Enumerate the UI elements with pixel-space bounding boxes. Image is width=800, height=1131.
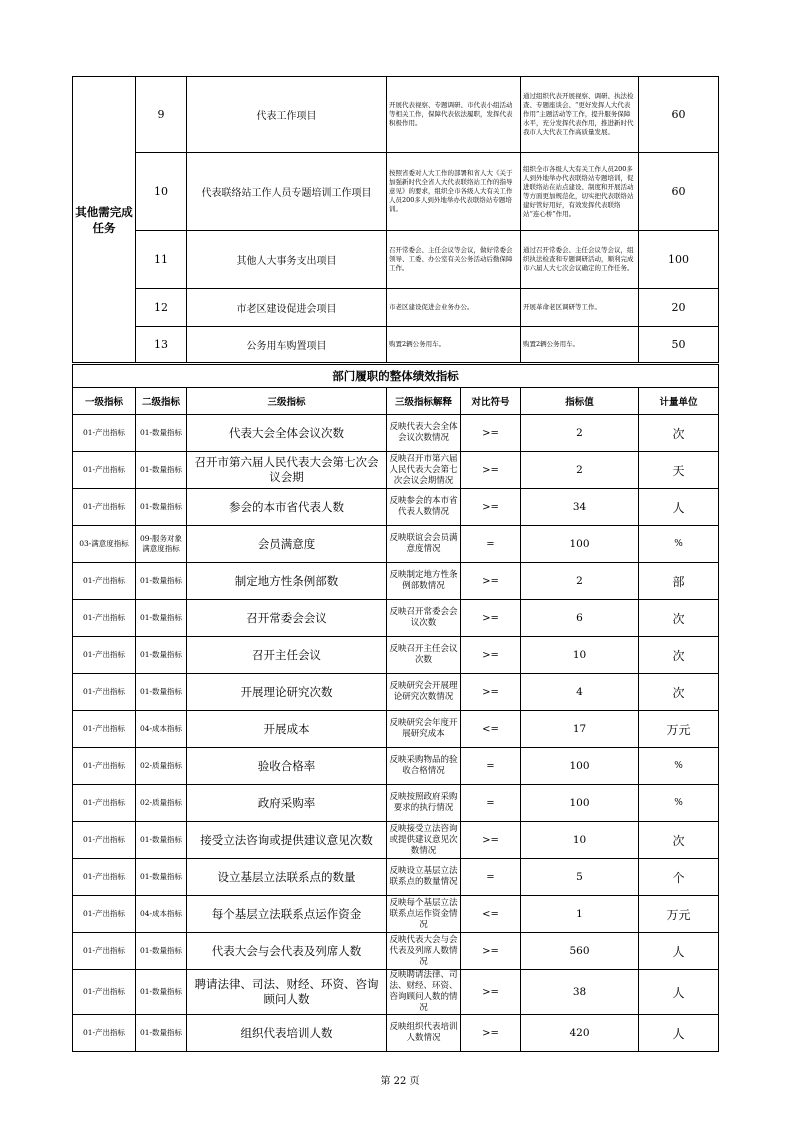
indicator-row bbox=[73, 1015, 719, 1052]
indicator-level1: 01-产出指标 bbox=[73, 711, 136, 748]
indicator-value: 4 bbox=[521, 674, 639, 711]
indicator-comparison: >= bbox=[461, 822, 521, 859]
task-goal: 购置2辆公务用车。 bbox=[521, 327, 639, 363]
indicator-level2: 04-成本指标 bbox=[136, 896, 187, 933]
indicator-row bbox=[73, 822, 719, 859]
task-content: 按照省委对人大工作的部署和省人大《关于加强新时代全省人大代表联络站工作的指导意见》的要求，组织全市各级人大有关工作人员200多人到外地举办代表联络站专题培训。 bbox=[387, 153, 521, 231]
indicator-level1: 01-产出指标 bbox=[73, 748, 136, 785]
task-content: 购置2辆公务用车。 bbox=[387, 327, 521, 363]
indicator-comparison: = bbox=[461, 785, 521, 822]
indicator-level2: 04-成本指标 bbox=[136, 711, 187, 748]
indicator-row bbox=[73, 563, 719, 600]
header-unit: 计量单位 bbox=[639, 388, 719, 415]
indicator-unit: 人 bbox=[639, 970, 719, 1015]
indicator-comparison: >= bbox=[461, 970, 521, 1015]
indicator-level1: 03-满意度指标 bbox=[73, 526, 136, 563]
indicator-level1: 01-产出指标 bbox=[73, 600, 136, 637]
indicator-level3: 政府采购率 bbox=[187, 785, 387, 822]
indicator-unit: 次 bbox=[639, 637, 719, 674]
indicator-level1: 01-产出指标 bbox=[73, 415, 136, 452]
indicator-level3: 制定地方性条例部数 bbox=[187, 563, 387, 600]
indicator-level1: 01-产出指标 bbox=[73, 822, 136, 859]
indicator-unit: 天 bbox=[639, 452, 719, 489]
indicator-value: 100 bbox=[521, 785, 639, 822]
task-number: 10 bbox=[136, 153, 187, 231]
indicator-level2: 01-数量指标 bbox=[136, 415, 187, 452]
indicator-value: 100 bbox=[521, 526, 639, 563]
indicator-comparison: >= bbox=[461, 415, 521, 452]
indicator-explanation: 反映聘请法律、司法、财经、环资、咨询顾问人数的情况 bbox=[387, 970, 461, 1015]
header-comparison-symbol: 对比符号 bbox=[461, 388, 521, 415]
task-row bbox=[73, 153, 719, 231]
task-project-name: 代表工作项目 bbox=[187, 77, 387, 153]
task-table bbox=[72, 76, 719, 363]
indicator-comparison: >= bbox=[461, 933, 521, 970]
indicator-unit: 部 bbox=[639, 563, 719, 600]
indicator-level2: 01-数量指标 bbox=[136, 933, 187, 970]
indicator-row bbox=[73, 711, 719, 748]
indicator-row bbox=[73, 415, 719, 452]
indicator-unit: % bbox=[639, 526, 719, 563]
indicator-row bbox=[73, 674, 719, 711]
task-content: 召开常委会、主任会议等会议，做好常委会领导、工委、办公室有关公务活动后勤保障工作。 bbox=[387, 231, 521, 289]
indicator-level1: 01-产出指标 bbox=[73, 933, 136, 970]
indicator-level3: 设立基层立法联系点的数量 bbox=[187, 859, 387, 896]
indicator-value: 560 bbox=[521, 933, 639, 970]
indicator-level3: 开展理论研究次数 bbox=[187, 674, 387, 711]
indicator-value: 1 bbox=[521, 896, 639, 933]
indicator-row bbox=[73, 785, 719, 822]
indicator-row bbox=[73, 859, 719, 896]
indicator-row bbox=[73, 896, 719, 933]
indicator-row bbox=[73, 489, 719, 526]
indicator-explanation: 反映召开市第六届人民代表大会第七次会议会期情况 bbox=[387, 452, 461, 489]
indicator-explanation: 反映研究会年度开展研究成本 bbox=[387, 711, 461, 748]
indicator-unit: 人 bbox=[639, 489, 719, 526]
indicator-comparison: >= bbox=[461, 452, 521, 489]
indicator-explanation: 反映代表大会与会代表及列席人数情况 bbox=[387, 933, 461, 970]
performance-title-row bbox=[73, 365, 719, 388]
indicator-explanation: 反映代表大会全体会议次数情况 bbox=[387, 415, 461, 452]
indicator-unit: 人 bbox=[639, 933, 719, 970]
task-group-label: 其他需完成任务 bbox=[73, 77, 136, 363]
indicator-value: 100 bbox=[521, 748, 639, 785]
indicator-comparison: >= bbox=[461, 600, 521, 637]
indicator-level3: 代表大会与会代表及列席人数 bbox=[187, 933, 387, 970]
indicator-comparison: <= bbox=[461, 711, 521, 748]
indicator-unit: 次 bbox=[639, 600, 719, 637]
indicator-explanation: 反映每个基层立法联系点运作资金情况 bbox=[387, 896, 461, 933]
performance-header-row bbox=[73, 388, 719, 415]
task-project-name: 代表联络站工作人员专题培训工作项目 bbox=[187, 153, 387, 231]
task-content: 开展代表视察、专题调研、市代表小组活动等相关工作，保障代表依法履职，发挥代表积极作用。 bbox=[387, 77, 521, 153]
indicator-level2: 01-数量指标 bbox=[136, 822, 187, 859]
indicator-explanation: 反映组织代表培训人数情况 bbox=[387, 1015, 461, 1052]
indicator-level2: 01-数量指标 bbox=[136, 1015, 187, 1052]
indicator-explanation: 反映研究会开展理论研究次数情况 bbox=[387, 674, 461, 711]
indicator-unit: 次 bbox=[639, 822, 719, 859]
indicator-row bbox=[73, 452, 719, 489]
header-level2: 二级指标 bbox=[136, 388, 187, 415]
indicator-level2: 02-质量指标 bbox=[136, 748, 187, 785]
task-amount: 20 bbox=[639, 289, 719, 327]
header-level3-explanation: 三级指标解释 bbox=[387, 388, 461, 415]
task-number: 13 bbox=[136, 327, 187, 363]
indicator-level2: 01-数量指标 bbox=[136, 600, 187, 637]
indicator-level3: 接受立法咨询或提供建议意见次数 bbox=[187, 822, 387, 859]
indicator-level2: 01-数量指标 bbox=[136, 859, 187, 896]
indicator-value: 34 bbox=[521, 489, 639, 526]
task-goal: 通过组织代表开展视察、调研、执法检查、专题座谈会、“更好发挥人大代表作用”主题活动等工作，提升服务保障水平，充分发挥代表作用，推进新时代我市人大代表工作高质量发展。 bbox=[521, 77, 639, 153]
indicator-row bbox=[73, 637, 719, 674]
indicator-unit: % bbox=[639, 748, 719, 785]
indicator-unit: 个 bbox=[639, 859, 719, 896]
indicator-level2: 09-服务对象满意度指标 bbox=[136, 526, 187, 563]
indicator-comparison: <= bbox=[461, 896, 521, 933]
indicator-level1: 01-产出指标 bbox=[73, 489, 136, 526]
header-level1: 一级指标 bbox=[73, 388, 136, 415]
header-indicator-value: 指标值 bbox=[521, 388, 639, 415]
indicator-level1: 01-产出指标 bbox=[73, 674, 136, 711]
indicator-explanation: 反映参会的本市省代表人数情况 bbox=[387, 489, 461, 526]
indicator-value: 420 bbox=[521, 1015, 639, 1052]
indicator-level3: 参会的本市省代表人数 bbox=[187, 489, 387, 526]
indicator-comparison: >= bbox=[461, 563, 521, 600]
indicator-explanation: 反映联谊会会员满意度情况 bbox=[387, 526, 461, 563]
indicator-value: 6 bbox=[521, 600, 639, 637]
indicator-row bbox=[73, 970, 719, 1015]
indicator-level2: 01-数量指标 bbox=[136, 637, 187, 674]
indicator-comparison: >= bbox=[461, 674, 521, 711]
indicator-level3: 召开主任会议 bbox=[187, 637, 387, 674]
indicator-unit: 万元 bbox=[639, 896, 719, 933]
indicator-unit: % bbox=[639, 785, 719, 822]
indicator-row bbox=[73, 748, 719, 785]
indicator-level3: 验收合格率 bbox=[187, 748, 387, 785]
task-number: 11 bbox=[136, 231, 187, 289]
indicator-level1: 01-产出指标 bbox=[73, 896, 136, 933]
indicator-level2: 02-质量指标 bbox=[136, 785, 187, 822]
indicator-unit: 人 bbox=[639, 1015, 719, 1052]
indicator-level2: 01-数量指标 bbox=[136, 489, 187, 526]
indicator-level1: 01-产出指标 bbox=[73, 563, 136, 600]
indicator-value: 2 bbox=[521, 415, 639, 452]
task-row bbox=[73, 289, 719, 327]
indicator-comparison: = bbox=[461, 748, 521, 785]
indicator-unit: 万元 bbox=[639, 711, 719, 748]
task-number: 12 bbox=[136, 289, 187, 327]
indicator-level1: 01-产出指标 bbox=[73, 785, 136, 822]
indicator-value: 17 bbox=[521, 711, 639, 748]
indicator-level3: 组织代表培训人数 bbox=[187, 1015, 387, 1052]
indicator-level3: 会员满意度 bbox=[187, 526, 387, 563]
indicator-explanation: 反映制定地方性条例部数情况 bbox=[387, 563, 461, 600]
task-amount: 100 bbox=[639, 231, 719, 289]
header-level3: 三级指标 bbox=[187, 388, 387, 415]
task-project-name: 其他人大事务支出项目 bbox=[187, 231, 387, 289]
indicator-comparison: >= bbox=[461, 1015, 521, 1052]
task-goal: 开展革命老区调研等工作。 bbox=[521, 289, 639, 327]
task-number: 9 bbox=[136, 77, 187, 153]
indicator-comparison: = bbox=[461, 859, 521, 896]
task-project-name: 公务用车购置项目 bbox=[187, 327, 387, 363]
indicator-level1: 01-产出指标 bbox=[73, 1015, 136, 1052]
indicator-level2: 01-数量指标 bbox=[136, 452, 187, 489]
page-number: 第 22 页 bbox=[380, 1076, 420, 1087]
indicator-level2: 01-数量指标 bbox=[136, 970, 187, 1015]
performance-title: 部门履职的整体绩效指标 bbox=[73, 365, 719, 388]
indicator-level1: 01-产出指标 bbox=[73, 970, 136, 1015]
indicator-comparison: >= bbox=[461, 489, 521, 526]
indicator-explanation: 反映召开常委会会议次数 bbox=[387, 600, 461, 637]
indicator-level3: 每个基层立法联系点运作资金 bbox=[187, 896, 387, 933]
indicator-explanation: 反映召开主任会议次数 bbox=[387, 637, 461, 674]
indicator-value: 10 bbox=[521, 822, 639, 859]
indicator-level3: 召开常委会会议 bbox=[187, 600, 387, 637]
task-content: 市老区建设促进会业务办公。 bbox=[387, 289, 521, 327]
performance-table bbox=[72, 364, 719, 1052]
indicator-level3: 代表大会全体会议次数 bbox=[187, 415, 387, 452]
task-row bbox=[73, 77, 719, 153]
task-project-name: 市老区建设促进会项目 bbox=[187, 289, 387, 327]
indicator-row bbox=[73, 526, 719, 563]
indicator-value: 2 bbox=[521, 452, 639, 489]
indicator-level3: 聘请法律、司法、财经、环资、咨询顾问人数 bbox=[187, 970, 387, 1015]
task-goal: 通过召开常委会、主任会议等会议，组织执法检查和专题调研活动，顺利完成市六届人大七次会议确定的工作任务。 bbox=[521, 231, 639, 289]
indicator-row bbox=[73, 600, 719, 637]
task-row bbox=[73, 327, 719, 363]
indicator-row bbox=[73, 933, 719, 970]
indicator-value: 2 bbox=[521, 563, 639, 600]
indicator-level2: 01-数量指标 bbox=[136, 674, 187, 711]
task-amount: 60 bbox=[639, 153, 719, 231]
indicator-explanation: 反映采购物品的验收合格情况 bbox=[387, 748, 461, 785]
indicator-explanation: 反映按照政府采购要求的执行情况 bbox=[387, 785, 461, 822]
indicator-comparison: >= bbox=[461, 637, 521, 674]
indicator-value: 10 bbox=[521, 637, 639, 674]
task-amount: 50 bbox=[639, 327, 719, 363]
indicator-level1: 01-产出指标 bbox=[73, 452, 136, 489]
indicator-value: 38 bbox=[521, 970, 639, 1015]
indicator-level1: 01-产出指标 bbox=[73, 637, 136, 674]
indicator-level2: 01-数量指标 bbox=[136, 563, 187, 600]
task-amount: 60 bbox=[639, 77, 719, 153]
indicator-unit: 次 bbox=[639, 674, 719, 711]
indicator-level3: 召开市第六届人民代表大会第七次会议会期 bbox=[187, 452, 387, 489]
task-row bbox=[73, 231, 719, 289]
task-goal: 组织全市各级人大有关工作人员200多人到外地举办代表联络站专题培训，促进联络站在站点建设、制度和开展活动等方面更加规范化，切实把代表联络站建好管好用好，有效发挥代表联络站“连心桥”作用。 bbox=[521, 153, 639, 231]
indicator-explanation: 反映设立基层立法联系点的数量情况 bbox=[387, 859, 461, 896]
indicator-explanation: 反映接受立法咨询或提供建议意见次数情况 bbox=[387, 822, 461, 859]
indicator-value: 5 bbox=[521, 859, 639, 896]
indicator-comparison: = bbox=[461, 526, 521, 563]
indicator-level3: 开展成本 bbox=[187, 711, 387, 748]
indicator-level1: 01-产出指标 bbox=[73, 859, 136, 896]
indicator-unit: 次 bbox=[639, 415, 719, 452]
